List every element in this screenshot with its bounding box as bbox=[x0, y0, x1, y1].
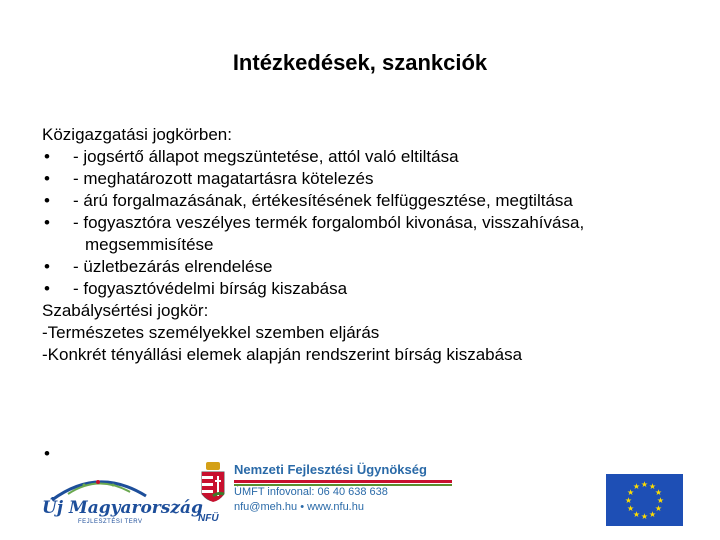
agency-name: Nemzeti Fejlesztési Ügynökség bbox=[234, 462, 427, 477]
list-item-line: megsemmisítése bbox=[85, 235, 214, 254]
left-logo-subtext: FEJLESZTÉSI TERV bbox=[78, 519, 143, 525]
offence-line: -Konkrét tényállási elemek alapján rendszerint bírság kiszabása bbox=[42, 345, 523, 364]
bullet-marker: • bbox=[44, 213, 50, 232]
list-item bbox=[42, 190, 702, 212]
list-item-text bbox=[73, 256, 702, 278]
list-item bbox=[42, 146, 702, 168]
list-item-line: - jogsértő állapot megszüntetése, attól való eltiltása bbox=[73, 147, 459, 166]
coat-of-arms-icon bbox=[200, 462, 226, 512]
list-item-line: - üzletbezárás elrendelése bbox=[73, 257, 273, 276]
list-item-line: - árú forgalmazásának, értékesítésének felfüggesztése, megtiltása bbox=[73, 191, 573, 210]
list-item bbox=[42, 212, 702, 256]
bullet-marker: • bbox=[44, 147, 50, 166]
admin-bullet-list bbox=[42, 146, 702, 300]
list-item-text bbox=[73, 212, 702, 256]
star-icon: ★ bbox=[654, 504, 662, 513]
bullet-marker: • bbox=[44, 169, 50, 188]
list-item-text bbox=[73, 168, 702, 190]
star-icon: ★ bbox=[627, 488, 635, 497]
star-icon: ★ bbox=[640, 480, 649, 489]
bullet-marker: • bbox=[44, 257, 50, 276]
star-icon: ★ bbox=[640, 512, 649, 521]
list-item-text bbox=[73, 146, 702, 168]
agency-infoline: ÚMFT infovonal: 06 40 638 638 bbox=[234, 486, 388, 498]
eu-flag-icon bbox=[606, 474, 683, 526]
list-item bbox=[42, 256, 702, 278]
list-item bbox=[42, 168, 702, 190]
star-icon: ★ bbox=[648, 482, 657, 492]
star-icon: ★ bbox=[627, 504, 635, 513]
star-icon: ★ bbox=[656, 496, 665, 505]
left-logo-text: Új Magyarország bbox=[42, 498, 203, 518]
empty-bullet: • bbox=[44, 444, 50, 463]
list-item-text bbox=[73, 190, 702, 212]
divider-green bbox=[234, 484, 452, 486]
list-item-line: - fogyasztóvédelmi bírság kiszabása bbox=[73, 279, 348, 298]
list-item-line: - meghatározott magatartásra kötelezés bbox=[73, 169, 374, 188]
bullet-marker: • bbox=[44, 279, 50, 298]
star-icon: ★ bbox=[654, 488, 662, 497]
uj-magyarorszag-logo bbox=[38, 472, 203, 532]
offence-line: -Természetes személyekkel szemben eljárás bbox=[42, 323, 380, 342]
star-icon: ★ bbox=[648, 509, 657, 519]
slide-content bbox=[42, 124, 702, 366]
star-icon: ★ bbox=[624, 496, 633, 505]
list-item-text bbox=[73, 278, 702, 300]
star-icon: ★ bbox=[632, 509, 641, 519]
list-item bbox=[42, 278, 702, 300]
agency-info bbox=[234, 462, 427, 515]
slide-title: Intézkedések, szankciók bbox=[232, 50, 488, 75]
heading-offence: Szabálysértési jogkör: bbox=[42, 301, 209, 320]
divider-red bbox=[234, 480, 452, 483]
footer-logos bbox=[0, 458, 720, 540]
heading-admin: Közigazgatási jogkörben: bbox=[42, 125, 232, 144]
agency-abbreviation: NFÜ bbox=[198, 513, 219, 524]
bullet-marker: • bbox=[44, 191, 50, 210]
agency-contacts: nfu@meh.hu • www.nfu.hu bbox=[234, 501, 364, 513]
list-item-line: - fogyasztóra veszélyes termék forgalomból kivonása, visszahívása, bbox=[73, 213, 585, 232]
star-icon: ★ bbox=[632, 482, 641, 492]
